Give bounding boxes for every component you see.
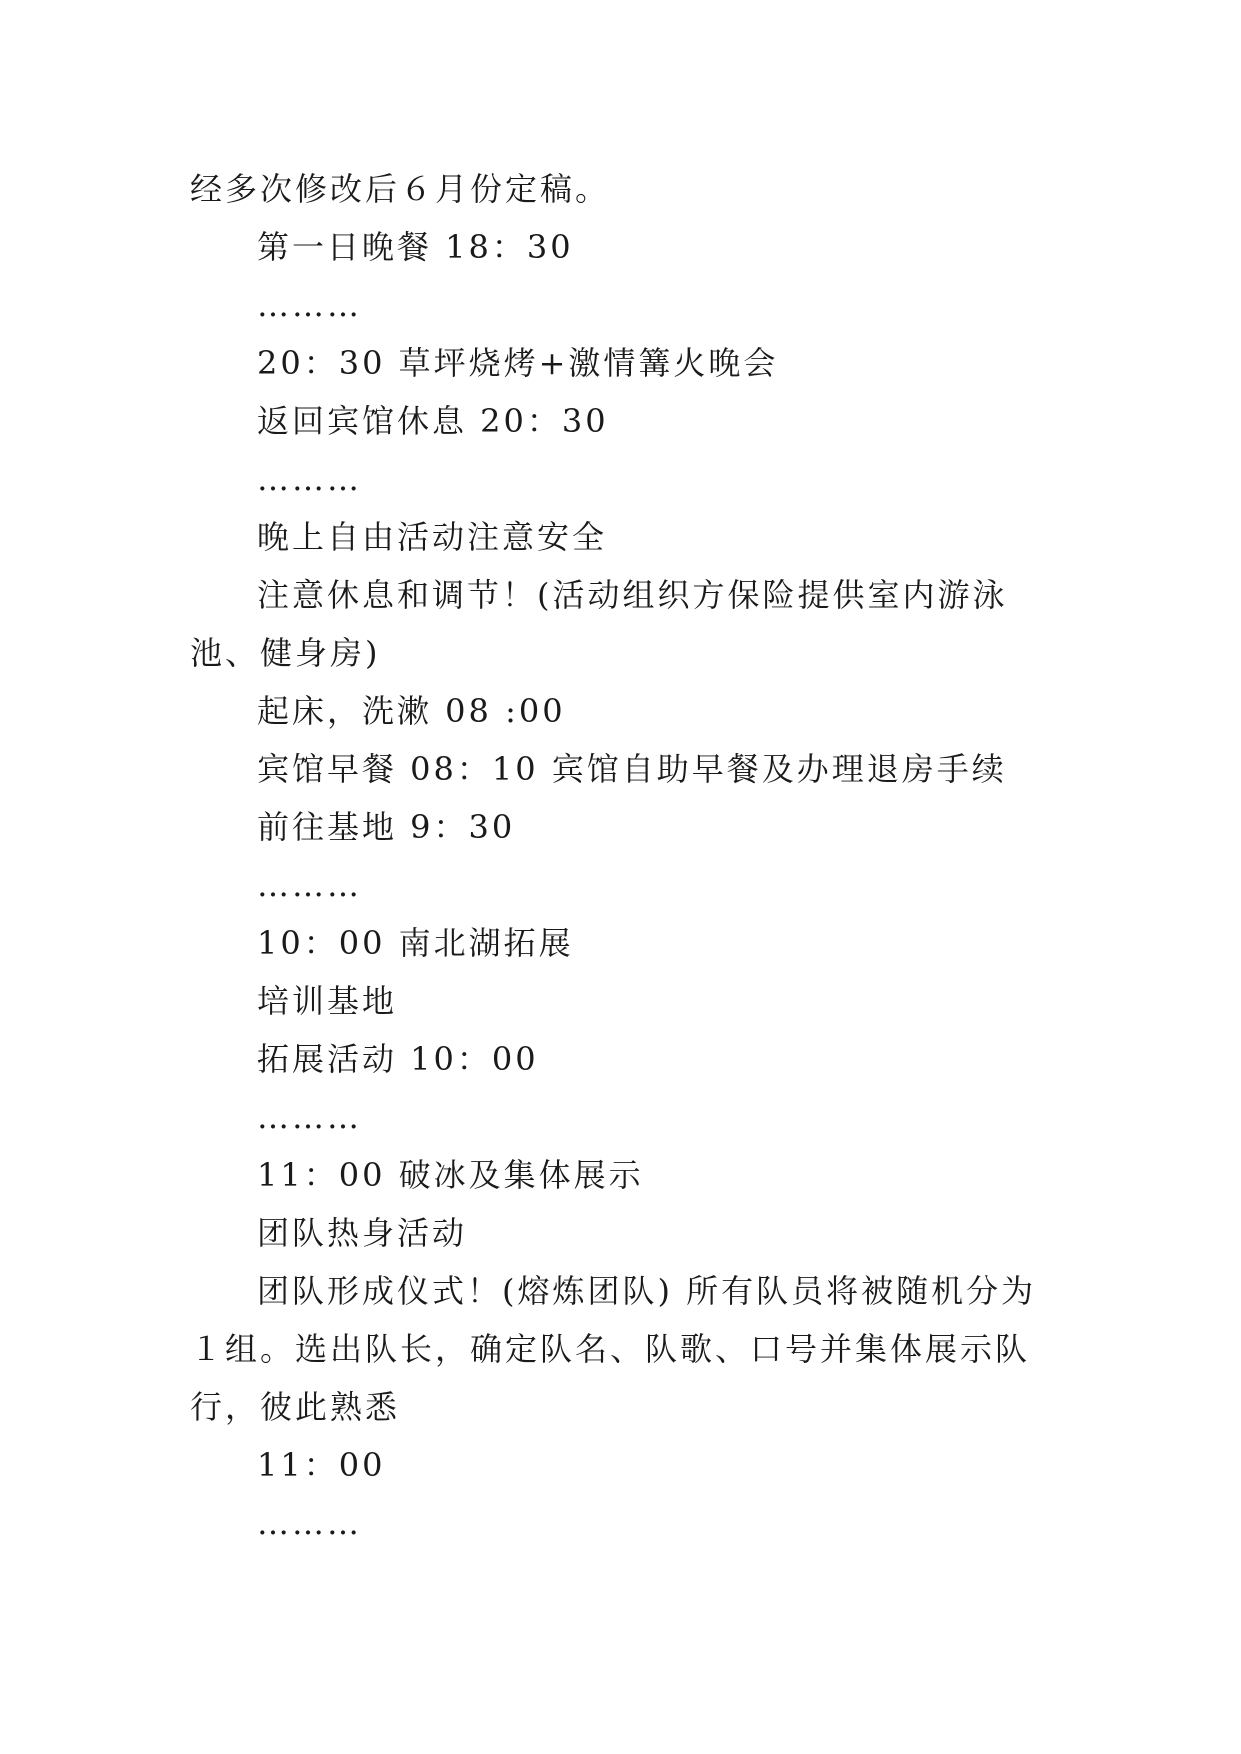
- paragraph-ellipsis: ………: [257, 1098, 362, 1136]
- paragraph-expansion-activity: 拓展活动 10：00: [257, 1040, 539, 1078]
- paragraph-wake-up: 起床，洗漱 08 :00: [257, 692, 566, 730]
- paragraph-intro: 经多次修改后６月份定稿。: [190, 170, 611, 208]
- paragraph-ellipsis: ………: [257, 460, 362, 498]
- paragraph-icebreak: 11：00 破冰及集体展示: [257, 1156, 644, 1194]
- paragraph-dinner-time: 第一日晚餐 18：30: [257, 228, 574, 266]
- paragraph-time: 11：00: [257, 1446, 386, 1484]
- paragraph-return-hotel: 返回宾馆休息 20：30: [257, 402, 609, 440]
- paragraph-ellipsis: ………: [257, 866, 362, 904]
- paragraph-team-ceremony: 团队形成仪式！(熔炼团队) 所有队员将被随机分为１组。选出队长，确定队名、队歌、口号并集体展示队行，彼此熟悉: [190, 1272, 1037, 1426]
- document-body: [190, 160, 1060, 1552]
- paragraph-breakfast: 宾馆早餐 08：10 宾馆自助早餐及办理退房手续: [257, 750, 1007, 788]
- paragraph-lake-expansion: 10：00 南北湖拓展: [257, 924, 574, 962]
- paragraph-go-base: 前往基地 9：30: [257, 808, 516, 846]
- paragraph-rest-note: 注意休息和调节！(活动组织方保险提供室内游泳池、健身房): [190, 576, 1008, 672]
- paragraph-bbq-bonfire: 20：30 草坪烧烤+激情篝火晚会: [257, 344, 779, 382]
- paragraph-free-activity: 晚上自由活动注意安全: [257, 518, 608, 556]
- paragraph-ellipsis: ………: [257, 286, 362, 324]
- paragraph-training-base: 培训基地: [257, 982, 398, 1020]
- paragraph-warmup: 团队热身活动: [257, 1214, 468, 1252]
- paragraph-ellipsis: ………: [257, 1504, 362, 1542]
